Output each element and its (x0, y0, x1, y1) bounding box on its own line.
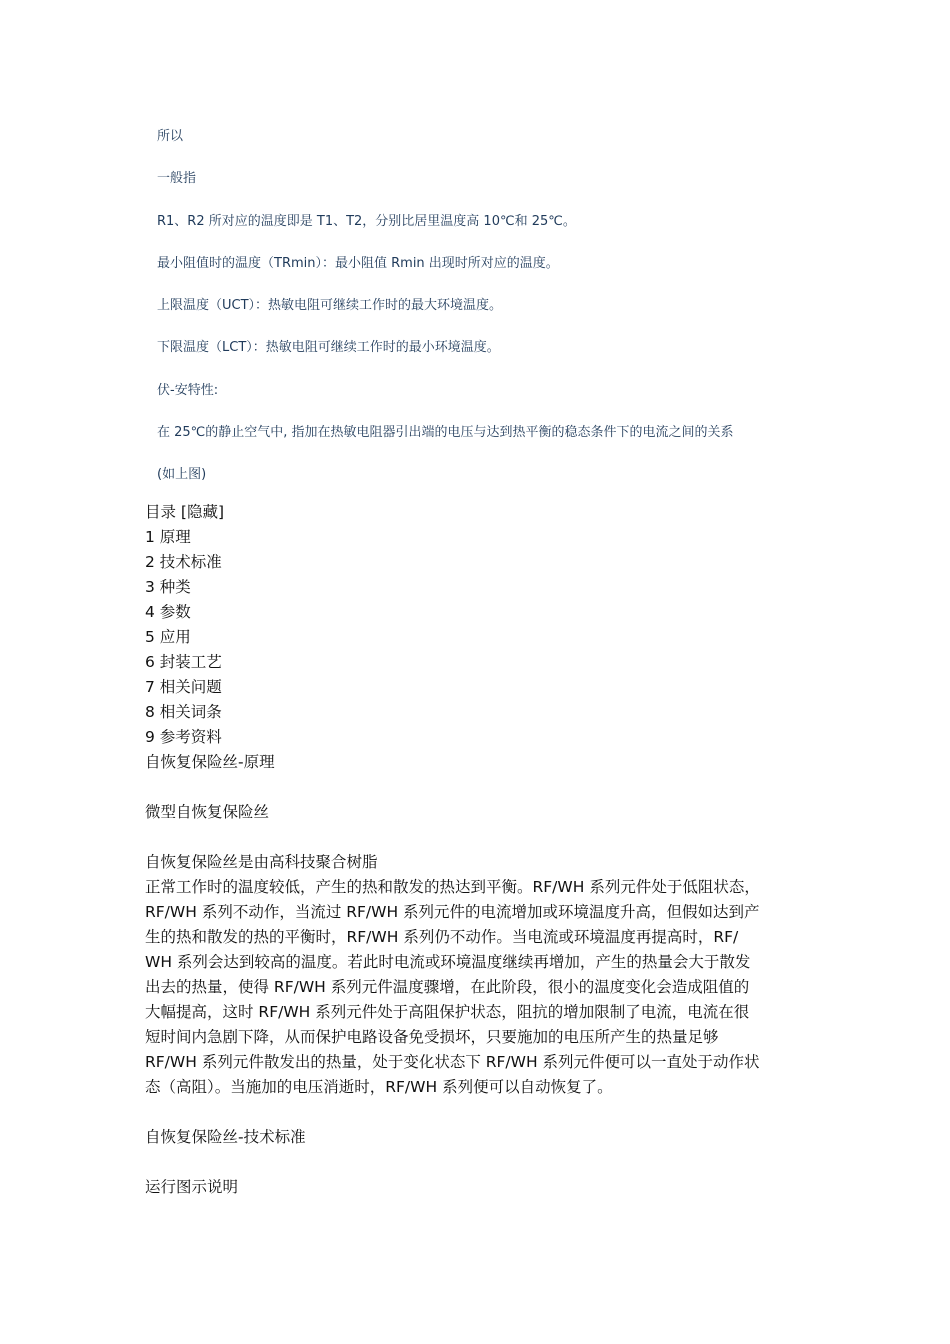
paragraph-line: 态（高阻）。当施加的电压消逝时，RF/WH 系列便可以自动恢复了。 (145, 1078, 613, 1096)
paragraph-line: 短时间内急剧下降，从而保护电路设备免受损坏，只要施加的电压所产生的热量足够 (145, 1028, 719, 1046)
section-intro: 自恢复保险丝是由高科技聚合树脂 (145, 853, 378, 871)
toc-title[interactable]: 目录 [隐藏] (145, 503, 225, 521)
spacer (145, 1100, 825, 1125)
text-line-vi-description: 在 25℃的静止空气中, 指加在热敏电阻器引出端的电压与达到热平衡的稳态条件下的电流之间的关系 (157, 425, 734, 441)
paragraph-line: 生的热和散发的热的平衡时，RF/WH 系列仍不动作。当电流或环境温度再提高时，RF/ (145, 928, 739, 946)
section-heading-principle: 自恢复保险丝-原理 (145, 753, 275, 771)
text-line-so: 所以 (157, 129, 184, 144)
paragraph-line: 出去的热量，使得 RF/WH 系列元件温度骤增，在此阶段，很小的温度变化会造成阻值的 (145, 978, 750, 996)
toc-item-standards[interactable]: 2 技术标准 (145, 553, 222, 571)
section-subheading-micro-fuse: 微型自恢复保险丝 (145, 803, 270, 821)
principle-paragraph (145, 875, 825, 1100)
toc-item-related-terms[interactable]: 8 相关词条 (145, 703, 222, 721)
toc-item-principle[interactable]: 1 原理 (145, 528, 191, 546)
toc-item-applications[interactable]: 5 应用 (145, 628, 191, 646)
text-line-see-figure: (如上图) (157, 467, 207, 483)
text-line-generally: 一般指 (157, 171, 197, 187)
paragraph-line: 正常工作时的温度较低，产生的热和散发的热达到平衡。RF/WH 系列元件处于低阻状态， (145, 878, 760, 896)
toc-item-related-questions[interactable]: 7 相关问题 (145, 678, 222, 696)
section-subheading-diagram: 运行图示说明 (145, 1178, 239, 1196)
text-line-uct: 上限温度（UCT）：热敏电阻可继续工作时的最大环境温度。 (157, 298, 503, 314)
toc-item-parameters[interactable]: 4 参数 (145, 603, 191, 621)
text-line-r1-r2: R1、R2 所对应的温度即是 T1、T2，分别比居里温度高 10℃和 25℃。 (157, 213, 576, 229)
paragraph-line: 大幅提高，这时 RF/WH 系列元件处于高阻保护状态，阻抗的增加限制了电流，电流在很 (145, 1003, 750, 1021)
spacer (145, 1150, 825, 1175)
definition-list (157, 124, 877, 505)
spacer (145, 825, 825, 850)
toc-item-packaging[interactable]: 6 封装工艺 (145, 653, 222, 671)
text-line-lct: 下限温度（LCT）：热敏电阻可继续工作时的最小环境温度。 (157, 340, 500, 356)
text-line-vi-characteristic: 伏-安特性: (157, 382, 219, 398)
toc-item-types[interactable]: 3 种类 (145, 578, 191, 596)
section-heading-standards: 自恢复保险丝-技术标准 (145, 1128, 306, 1146)
paragraph-line: RF/WH 系列不动作，当流过 RF/WH 系列元件的电流增加或环境温度升高，但假如达到产 (145, 903, 760, 921)
text-line-trmin: 最小阻值时的温度（TRmin）：最小阻值 Rmin 出现时所对应的温度。 (157, 255, 559, 271)
paragraph-line: RF/WH 系列元件散发出的热量，处于变化状态下 RF/WH 系列元件便可以一直处于动作状 (145, 1053, 760, 1071)
paragraph-line: WH 系列会达到较高的温度。若此时电流或环境温度继续再增加，产生的热量会大于散发 (145, 953, 751, 971)
spacer (145, 775, 825, 800)
article-body (145, 500, 825, 1200)
toc-item-references[interactable]: 9 参考资料 (145, 728, 222, 746)
